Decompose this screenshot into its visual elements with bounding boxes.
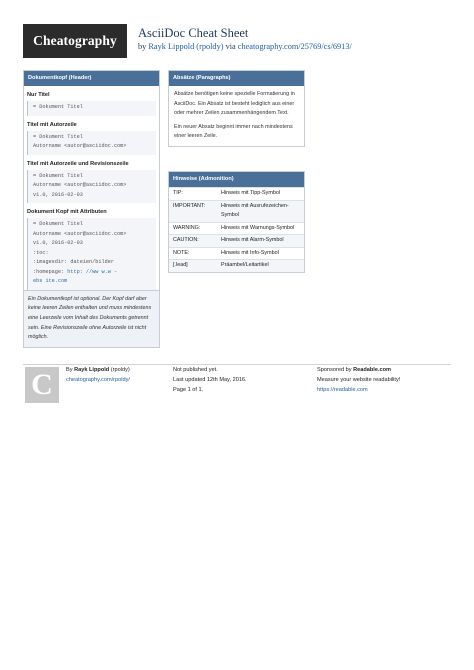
footer-author-link[interactable]: cheatography.com/rpoldy/ xyxy=(66,377,130,383)
admonition-description: Hinweis mit Info-Symbol xyxy=(221,249,279,256)
via-label: via xyxy=(225,42,236,51)
admonition-section xyxy=(168,171,305,273)
admonition-description: Hinweis mit Alarm-Symbol xyxy=(221,237,284,243)
code-block xyxy=(27,131,156,155)
cheatography-logo[interactable]: Cheatography xyxy=(23,24,127,58)
footer-meta xyxy=(173,365,247,395)
code-line: v1.0, 2016-02-03 xyxy=(33,191,83,198)
admonition-description: Präambel/Leitartikel xyxy=(221,262,269,268)
section-heading: Dokumentkopf (Header) xyxy=(24,71,159,86)
code-line: = Dokument Titel xyxy=(33,104,83,110)
code-line: Autorname <autor@asciidoc.com> xyxy=(33,143,127,149)
avatar-letter: C xyxy=(31,368,53,401)
block-title: Titel mit Autorzeile xyxy=(24,116,159,131)
admonition-keyword: WARNING: xyxy=(173,224,201,231)
block-title: Dokument Kopf mit Attributen xyxy=(24,203,159,218)
table-row xyxy=(169,247,304,260)
header-section xyxy=(23,70,160,348)
sponsor-link[interactable]: https://readable.com xyxy=(317,387,368,393)
admonition-keyword: NOTE: xyxy=(173,249,190,256)
table-row xyxy=(169,234,304,247)
byline xyxy=(138,42,352,51)
author-link[interactable]: Rayk Lippold (rpoldy) xyxy=(148,42,224,51)
paragraph-text: Absätze benötigen keine spezielle Formatierung in AsciiDoc. Ein Absatz ist besteht lediglich aus einer oder mehrer Zeilen zusammenhängendem Text. xyxy=(174,91,295,117)
sponsor-name: Readable.com xyxy=(353,367,392,373)
page-number: Page 1 of 1. xyxy=(173,387,204,393)
code-line: = Dokument Titel xyxy=(33,221,83,227)
block-title: Nur Titel xyxy=(24,86,159,101)
code-line: ebs ite.com xyxy=(33,278,68,284)
code-line: Autorname <autor@asciidoc.com> xyxy=(33,182,127,188)
code-line: :toc: xyxy=(33,249,49,256)
sheet-url-link[interactable]: cheatography.com/25769/cs/6913/ xyxy=(237,42,352,51)
footer-sponsor xyxy=(317,365,400,395)
admonition-description: Hinweis mit Warnungs-Symbol xyxy=(221,224,295,231)
last-updated: Last updated 12th May, 2016. xyxy=(173,377,247,383)
admonition-table xyxy=(169,187,304,272)
footer-author-name: Rayk Lippold xyxy=(74,367,110,373)
table-row xyxy=(169,187,304,200)
admonition-description: Hinweis mit Ausrufezeichen-Symbol xyxy=(221,202,289,218)
code-block xyxy=(27,218,156,290)
author-avatar[interactable] xyxy=(25,367,59,403)
admonition-description: Hinweis mit Tipp-Symbol xyxy=(221,190,281,196)
admonition-keyword: [.lead] xyxy=(173,262,188,268)
header-note: Ein Dokumentkopf ist optional. Der Kopf darf aber keine leeren Zeilen enthalten und muss mindestens eine Leerzeile vom Inhalt des Dokuments getrennt sein. Eine Revisionszeile ohne Autorzeile ist nicht möglich. xyxy=(24,290,159,348)
code-block xyxy=(27,101,156,116)
admonition-keyword: IMPORTANT: xyxy=(173,202,206,209)
footer-author-handle: (rpoldy) xyxy=(110,367,130,373)
code-line: v1.0, 2016-02-03 xyxy=(33,240,83,246)
table-row xyxy=(169,222,304,235)
code-line: :homepage: http: //ww w.w - xyxy=(33,268,118,275)
table-row xyxy=(169,259,304,272)
code-block xyxy=(27,170,156,204)
code-line: :imagesdir: dateien/bilder xyxy=(33,259,114,265)
sponsor-prefix: Sponsored by xyxy=(317,367,352,373)
header-blocks xyxy=(24,86,159,290)
block-title: Titel mit Autorzeile und Revisionszeile xyxy=(24,155,159,170)
paragraph-text: Ein neuer Absatz beginnt immer nach mindestens einer leeren Zeile. xyxy=(174,123,293,140)
by-label: By xyxy=(66,367,73,373)
page-title: AsciiDoc Cheat Sheet xyxy=(138,26,249,40)
section-heading: Hinweise (Admonition) xyxy=(169,172,304,187)
published-status: Not published yet. xyxy=(173,367,218,373)
section-heading: Absätze (Paragraphs) xyxy=(169,71,304,86)
table-row xyxy=(169,200,304,222)
admonition-keyword: TIP: xyxy=(173,190,183,196)
sponsor-text: Measure your website readability! xyxy=(317,377,401,383)
by-label: by xyxy=(138,42,147,51)
admonition-keyword: CAUTION: xyxy=(173,237,199,243)
code-line: = Dokument Titel xyxy=(33,172,83,179)
paragraphs-section xyxy=(168,70,305,147)
footer-author xyxy=(66,365,130,385)
code-line: = Dokument Titel xyxy=(33,133,83,140)
code-line: Autorname <autor@asciidoc.com> xyxy=(33,230,127,237)
